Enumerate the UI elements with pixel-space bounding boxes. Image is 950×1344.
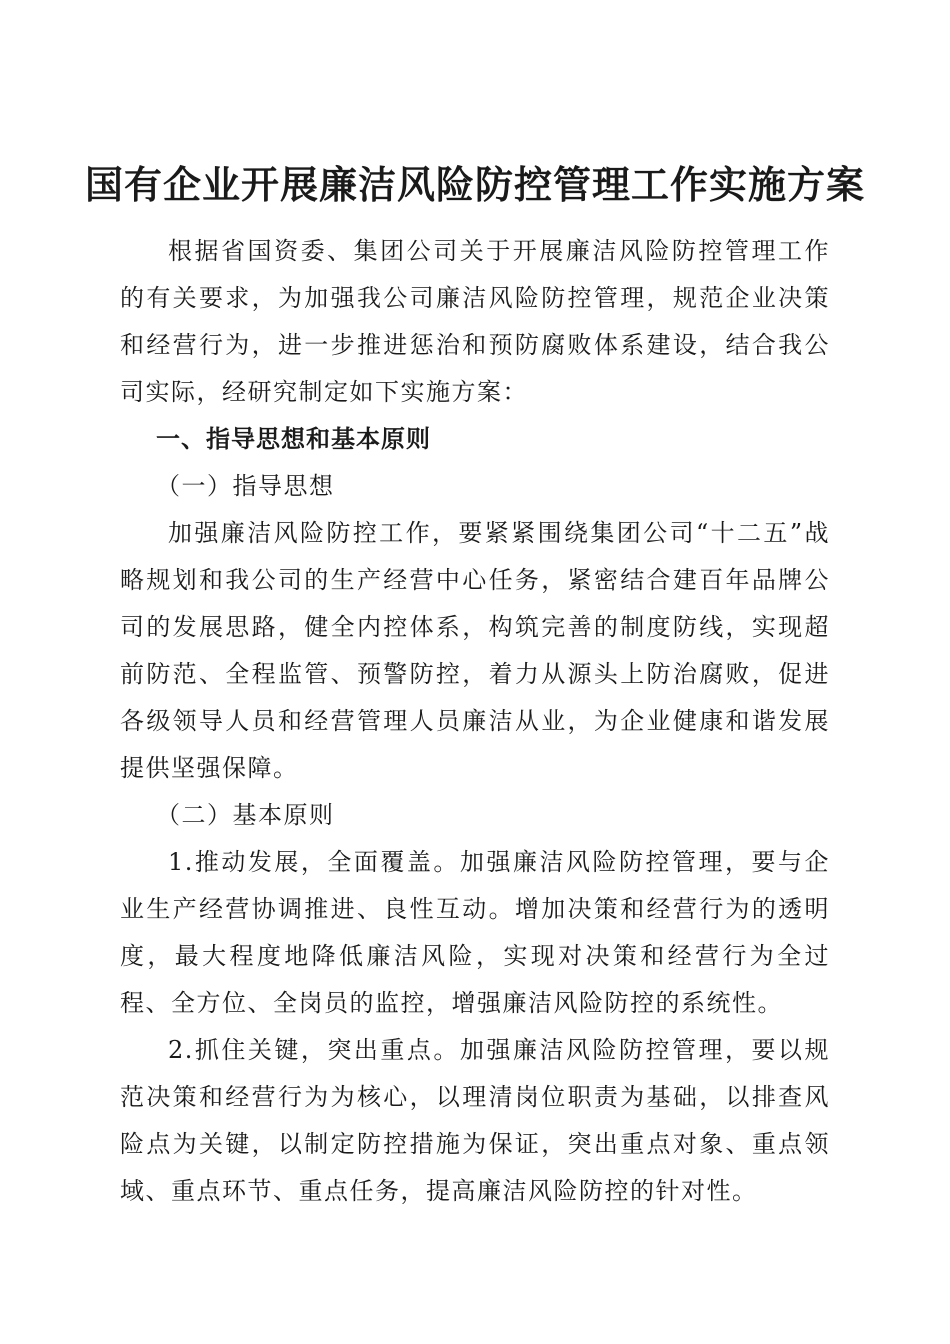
document-title: 国有企业开展廉洁风险防控管理工作实施方案 bbox=[84, 162, 865, 208]
section-heading-guiding-principles: 一、指导思想和基本原则 bbox=[156, 425, 431, 453]
document-body bbox=[120, 228, 830, 1215]
intro-paragraph: 根据省国资委、集团公司关于开展廉洁风险防控管理工作的有关要求，为加强我公司廉洁风险防控管理，规范企业决策和经营行为，进一步推进惩治和预防腐败体系建设，结合我公司实际，经研究制定如下实施方案： bbox=[120, 237, 830, 406]
subsection-heading-basic-principles: （二）基本原则 bbox=[156, 801, 335, 829]
guiding-thought-paragraph: 加强廉洁风险防控工作，要紧紧围绕集团公司“十二五”战略规划和我公司的生产经营中心任务，紧密结合建百年品牌公司的发展思路，健全内控体系，构筑完善的制度防线，实现超前防范、全程监管、预警防控，着力从源头上防治腐败，促进各级领导人员和经营管理人员廉洁从业，为企业健康和谐发展提供坚强保障。 bbox=[120, 519, 830, 782]
principle-item-2: 2.抓住关键，突出重点。加强廉洁风险防控管理，要以规范决策和经营行为为核心，以理清岗位职责为基础，以排查风险点为关键，以制定防控措施为保证，突出重点对象、重点领域、重点环节、重点任务，提高廉洁风险防控的针对性。 bbox=[120, 1036, 830, 1205]
principle-item-1: 1.推动发展，全面覆盖。加强廉洁风险防控管理，要与企业生产经营协调推进、良性互动。增加决策和经营行为的透明度，最大程度地降低廉洁风险，实现对决策和经营行为全过程、全方位、全岗员的监控，增强廉洁风险防控的系统性。 bbox=[120, 848, 830, 1017]
subsection-heading-guiding-thought: （一）指导思想 bbox=[156, 472, 335, 500]
